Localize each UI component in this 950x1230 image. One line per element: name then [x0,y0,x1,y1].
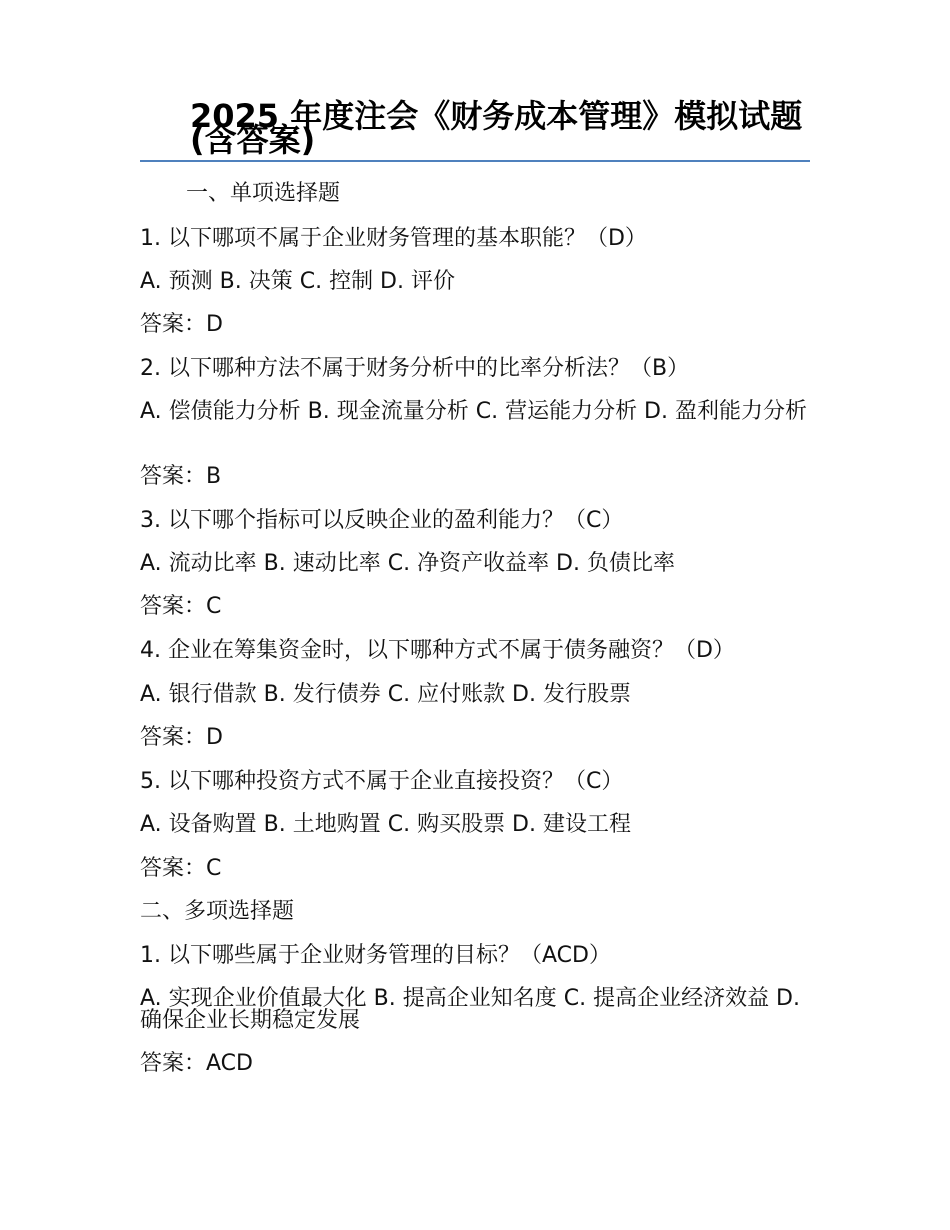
multi-question-1-options: A. 实现企业价值最大化 B. 提高企业知名度 C. 提高企业经济效益 D. 确保企业长期稳定发展 [140,986,800,1033]
multi-question-1-answer: 答案：ACD [140,1051,253,1076]
question-3-answer: 答案：C [140,594,222,619]
question-1-options: A. 预测 B. 决策 C. 控制 D. 评价 [140,269,455,294]
title-underline [140,160,810,162]
question-1-answer: 答案：D [140,312,223,337]
section-heading-multiple-choice: 二、多项选择题 [140,899,295,924]
question-4-answer: 答案：D [140,725,223,750]
question-5-options: A. 设备购置 B. 土地购置 C. 购买股票 D. 建设工程 [140,812,631,837]
section-heading-single-choice: 一、单项选择题 [186,181,341,206]
question-3-options: A. 流动比率 B. 速动比率 C. 净资产收益率 D. 负债比率 [140,551,675,576]
question-1: 1. 以下哪项不属于企业财务管理的基本职能？（D） [140,226,647,251]
question-5: 5. 以下哪种投资方式不属于企业直接投资？（C） [140,769,624,794]
question-2-answer: 答案：B [140,464,222,489]
question-2-options: A. 偿债能力分析 B. 现金流量分析 C. 营运能力分析 D. 盈利能力分析 [140,399,807,424]
document-title: 2025 年度注会《财务成本管理》模拟试题(含答案) [190,97,803,159]
multi-question-1: 1. 以下哪些属于企业财务管理的目标？（ACD） [140,943,611,968]
question-3: 3. 以下哪个指标可以反映企业的盈利能力？（C） [140,508,624,533]
question-4: 4. 企业在筹集资金时，以下哪种方式不属于债务融资？（D） [140,638,735,663]
question-2: 2. 以下哪种方法不属于财务分析中的比率分析法？（B） [140,356,690,381]
question-5-answer: 答案：C [140,856,222,881]
question-4-options: A. 银行借款 B. 发行债券 C. 应付账款 D. 发行股票 [140,682,631,707]
